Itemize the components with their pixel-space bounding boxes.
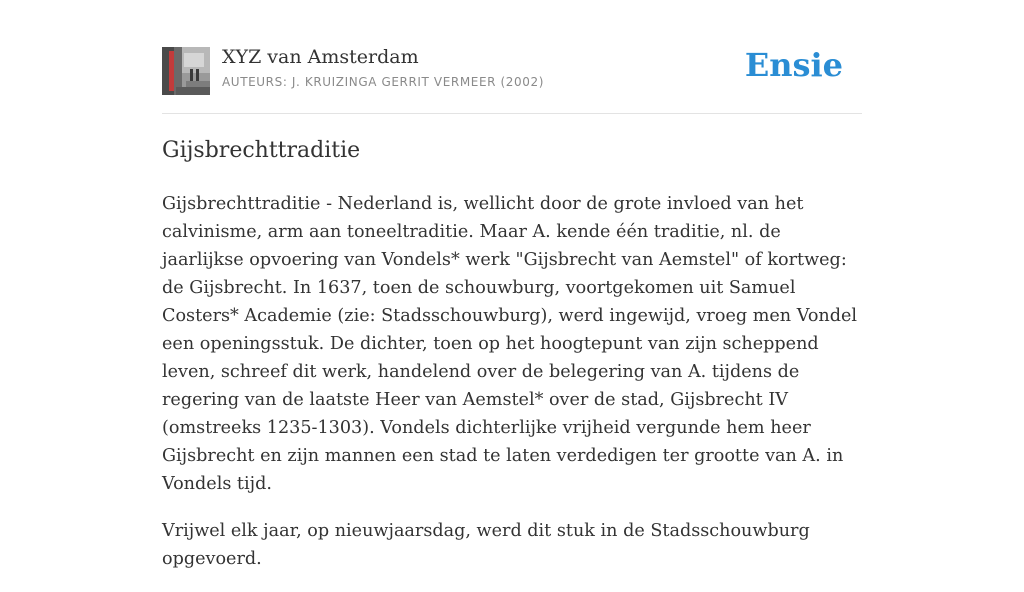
article-title: Gijsbrechttraditie <box>162 138 361 163</box>
article-body <box>162 190 862 592</box>
source-avatar[interactable] <box>162 47 210 95</box>
article-paragraph: Vrijwel elk jaar, op nieuwjaarsdag, werd dit stuk in de Stadsschouwburg opgevoerd. <box>162 521 810 569</box>
ensie-logo[interactable]: Ensie <box>744 46 843 84</box>
source-photo-icon <box>162 47 210 95</box>
source-title[interactable]: XYZ van Amsterdam <box>222 46 419 68</box>
source-header <box>162 0 862 114</box>
article-paragraph: Gijsbrechttraditie - Nederland is, wellicht door de grote invloed van het calvinisme, arm aan toneeltraditie. Maar A. kende één traditie, nl. de jaarlijkse opvoering van Vondels* werk "Gijsbrecht van Aemstel" of kortweg: de Gijsbrecht. In 1637, toen de schouwburg, voortgekomen uit Samuel Costers* Academie (zie: Stadsschouwburg), werd ingewijd, vroeg men Vondel een openingsstuk. De dichter, toen op het hoogtepunt van zijn scheppend leven, schreef dit werk, handelend over de belegering van A. tijdens de regering van de laatste Heer van Aemstel* over de stad, Gijsbrecht IV (omstreeks 1235-1303). Vondels dichterlijke vrijheid vergunde hem heer Gijsbrecht en zijn mannen een stad te laten verdedigen ter grootte van A. in Vondels tijd. <box>162 194 858 494</box>
content-column <box>162 0 862 569</box>
source-authors: AUTEURS: J. KRUIZINGA GERRIT VERMEER (2002) <box>222 75 544 89</box>
